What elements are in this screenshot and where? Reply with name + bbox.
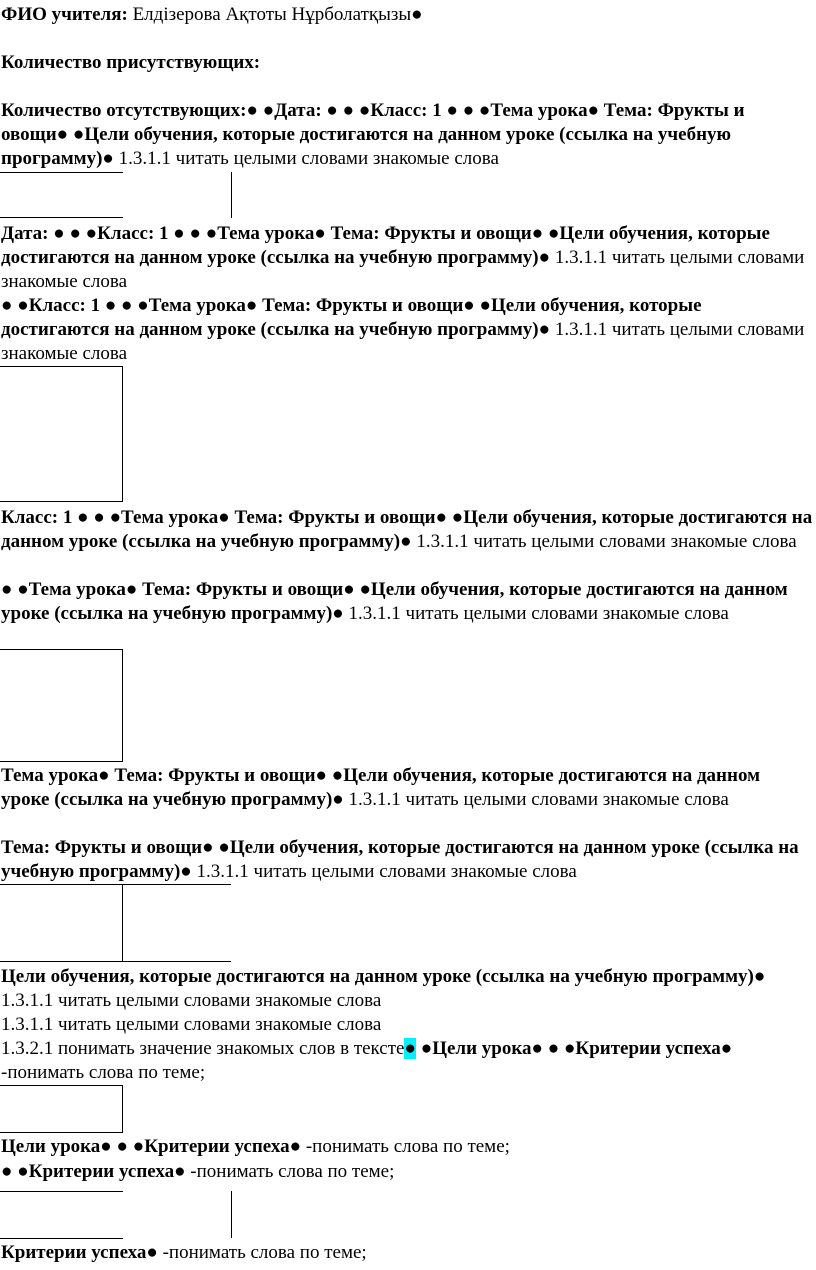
teacher-label: ФИО учителя: [1, 4, 128, 25]
goals-line-2-text: 1.3.1.1 читать целыми словами знакомые слова [1, 1014, 382, 1035]
rule [231, 1191, 232, 1238]
rule [122, 884, 123, 961]
block-goals-text: 1.3.1.1 читать целыми словами знакомые слова [1, 990, 382, 1011]
block-absent-bold: Количество отсутствующих:● ●Дата: ● ● ●Класс: 1 ● ● ●Тема урока● Тема: Фрукты и овощи● ●Цели обучения, которые достигаются на данном уроке (ссылка на учебную программу)● [1, 100, 745, 169]
goals-line-3-bold: ●Цели урока● ● ●Критерии успеха● [415, 1038, 733, 1059]
block-topic-a-text: 1.3.1.1 читать целыми словами знакомые слова [343, 603, 729, 624]
goals-line-3 [1, 1037, 813, 1085]
block-class-a-bold: ● ●Класс: 1 ● ● ●Тема урока● Тема: Фрукты и овощи● ●Цели обучения, которые достигаются на данном уроке (ссылка на учебную программу)● [1, 295, 702, 340]
block-class-b [1, 506, 813, 554]
block-class-a-text: 1.3.1.1 читать целыми словами знакомые слова [1, 319, 805, 364]
rule [0, 1191, 123, 1192]
rule [0, 961, 231, 962]
rule [122, 1085, 123, 1132]
block-lesson-goals-bold: Цели урока● ● ●Критерии успеха● [1, 1136, 302, 1157]
block-criteria-a [1, 1160, 813, 1184]
present-label: Количество присутствующих: [1, 52, 261, 73]
block-criteria-a-bold: ● ●Критерии успеха● [1, 1161, 186, 1182]
bullet-icon: ● [411, 4, 423, 25]
rule [0, 649, 123, 650]
block-topic-a-bold: ● ●Тема урока● Тема: Фрукты и овощи● ●Цели обучения, которые достигаются на данном уроке (ссылка на учебную программу)● [1, 579, 788, 624]
rule [0, 1132, 123, 1133]
rule [0, 1238, 123, 1239]
highlighted-bullet-icon: ● [404, 1038, 416, 1059]
block-lesson-goals [1, 1135, 813, 1159]
block-topic-a [1, 578, 813, 626]
block-goals [1, 965, 813, 1013]
block-date-bold: Дата: ● ● ●Класс: 1 ● ● ●Тема урока● Тема: Фрукты и овощи● ●Цели обучения, которые достигаются на данном уроке (ссылка на учебную программу)● [1, 223, 770, 268]
rule [231, 172, 232, 218]
rule [0, 1085, 123, 1086]
block-date [1, 222, 813, 294]
block-criteria-a-text: -понимать слова по теме; [185, 1161, 395, 1182]
rule [122, 366, 123, 501]
goals-line-2 [1, 1013, 813, 1037]
block-absent-text: 1.3.1.1 читать целыми словами знакомые слова [113, 148, 499, 169]
goals-line-3-tail: -понимать слова по теме; [1, 1062, 206, 1083]
block-topic-b-bold: Тема урока● Тема: Фрукты и овощи● ●Цели обучения, которые достигаются на данном уроке (ссылка на учебную программу)● [1, 765, 761, 810]
present-count-line [1, 51, 813, 75]
block-class-b-text: 1.3.1.1 читать целыми словами знакомые слова [411, 531, 797, 552]
block-topic-c-text: 1.3.1.1 читать целыми словами знакомые слова [191, 861, 577, 882]
block-lesson-goals-text: -понимать слова по теме; [301, 1136, 510, 1157]
rule [0, 501, 123, 502]
block-criteria-b-bold: Критерии успеха● [1, 1242, 158, 1263]
rule [0, 172, 123, 173]
rule [0, 884, 231, 885]
block-criteria-b [1, 1241, 813, 1265]
teacher-name: Елдізерова Ақтоты Нұрболатқызы [132, 4, 412, 25]
block-absent [1, 99, 813, 171]
block-topic-c-bold: Тема: Фрукты и овощи● ●Цели обучения, которые достигаются на данном уроке (ссылка на учебную программу)● [1, 837, 799, 882]
block-class-a [1, 294, 813, 366]
block-topic-b [1, 764, 813, 812]
block-class-b-bold: Класс: 1 ● ● ●Тема урока● Тема: Фрукты и овощи● ●Цели обучения, которые достигаются на данном уроке (ссылка на учебную программу)● [1, 507, 813, 552]
block-topic-c [1, 836, 813, 884]
rule [0, 761, 123, 762]
block-date-text: 1.3.1.1 читать целыми словами знакомые слова [1, 247, 805, 292]
goals-line-3-text: 1.3.2.1 понимать значение знакомых слов в тексте [1, 1038, 405, 1059]
teacher-line [1, 3, 813, 27]
rule [0, 217, 123, 218]
rule [122, 649, 123, 761]
block-topic-b-text: 1.3.1.1 читать целыми словами знакомые слова [343, 789, 729, 810]
block-goals-bold: Цели обучения, которые достигаются на данном уроке (ссылка на учебную программу)● [1, 966, 766, 987]
rule [0, 366, 123, 367]
block-criteria-b-text: -понимать слова по теме; [157, 1242, 367, 1263]
